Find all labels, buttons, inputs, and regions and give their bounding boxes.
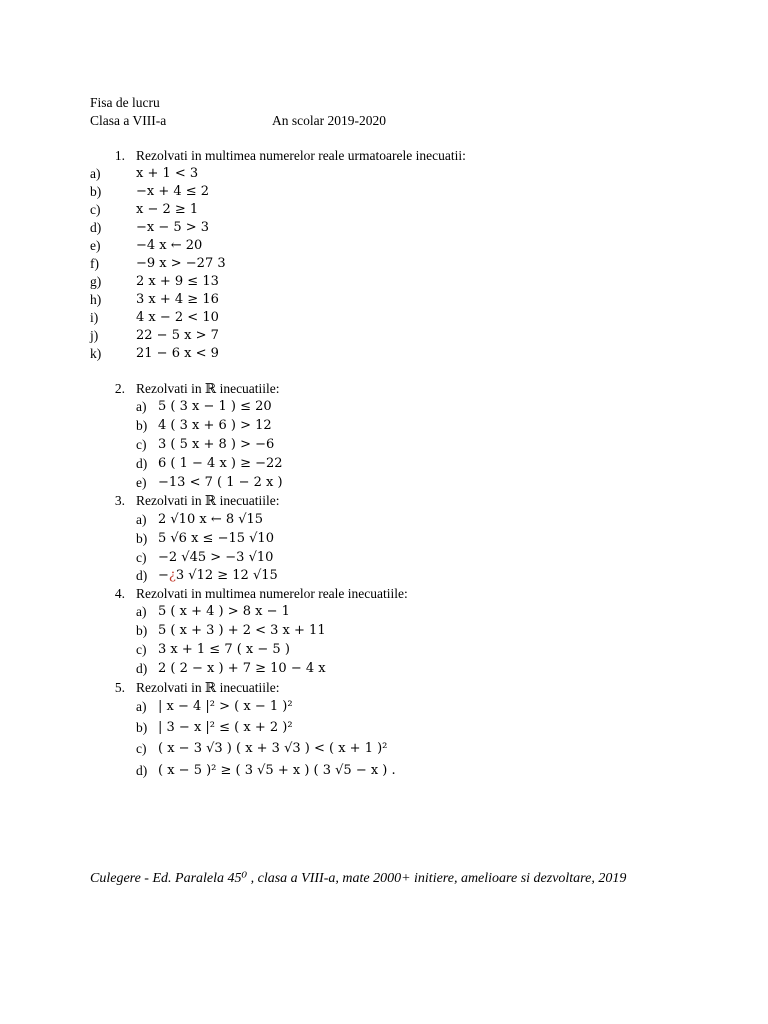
item-label: c) bbox=[136, 550, 147, 565]
item-label: b) bbox=[136, 720, 148, 735]
exercise-number: 3. bbox=[114, 493, 125, 508]
item-label: i) bbox=[90, 310, 99, 325]
item-expression: 3 ( 5 x + 8 ) > −6 bbox=[158, 437, 275, 452]
item-expression: −13 < 7 ( 1 − 2 x ) bbox=[158, 475, 283, 490]
item-expression: 3 x + 1 ≤ 7 ( x − 5 ) bbox=[158, 642, 290, 657]
item-label: c) bbox=[136, 741, 147, 756]
item-expression: 22 − 5 x > 7 bbox=[136, 328, 219, 343]
exercise-number: 2. bbox=[114, 381, 125, 396]
exercise-number: 4. bbox=[114, 586, 125, 601]
item-label: a) bbox=[136, 512, 147, 527]
item-expression: 6 ( 1 − 4 x ) ≥ −22 bbox=[158, 456, 283, 471]
item-expression: −4 x ← 20 bbox=[136, 238, 203, 253]
exercise-number: 5. bbox=[114, 680, 125, 695]
item-label: a) bbox=[136, 399, 147, 414]
item-label: b) bbox=[136, 623, 148, 638]
item-expression: 2 ( 2 − x ) + 7 ≥ 10 − 4 x bbox=[158, 661, 326, 676]
item-expression: | 3 − x |² ≤ ( x + 2 )² bbox=[158, 720, 293, 735]
expr-prefix: − bbox=[158, 568, 169, 583]
item-expression: 5 √6 x ≤ −15 √10 bbox=[158, 531, 274, 546]
item-expression: 2 √10 x ← 8 √15 bbox=[158, 512, 264, 527]
item-label: j) bbox=[90, 328, 99, 343]
item-label: k) bbox=[90, 346, 102, 361]
exercise-statement: Rezolvati in multimea numerelor reale urmatoarele inecuatii: bbox=[136, 148, 466, 163]
item-label: h) bbox=[90, 292, 102, 307]
worksheet-title: Fisa de lucru bbox=[90, 95, 160, 110]
item-label: b) bbox=[136, 418, 148, 433]
item-label: c) bbox=[136, 437, 147, 452]
stray-mark: ¿ bbox=[168, 568, 176, 583]
item-label: a) bbox=[136, 699, 147, 714]
exercise-statement: Rezolvati in ℝ inecuatiile: bbox=[136, 381, 280, 396]
item-expression: 5 ( x + 4 ) > 8 x − 1 bbox=[158, 604, 290, 619]
exercise-statement: Rezolvati in multimea numerelor reale inecuatiile: bbox=[136, 586, 408, 601]
item-expression bbox=[158, 567, 278, 585]
item-label: d) bbox=[136, 763, 148, 778]
item-label: a) bbox=[90, 166, 101, 181]
item-label: b) bbox=[136, 531, 148, 546]
expr-suffix: 3 √12 ≥ 12 √15 bbox=[175, 568, 278, 583]
exercise-statement: Rezolvati in ℝ inecuatiile: bbox=[136, 680, 280, 695]
item-expression: −2 √45 > −3 √10 bbox=[158, 550, 274, 565]
school-year: An scolar 2019-2020 bbox=[272, 113, 386, 128]
item-label: c) bbox=[90, 202, 101, 217]
item-label: d) bbox=[90, 220, 102, 235]
item-label: e) bbox=[90, 238, 101, 253]
item-expression: 21 − 6 x < 9 bbox=[136, 346, 219, 361]
item-expression: 4 ( 3 x + 6 ) > 12 bbox=[158, 418, 272, 433]
item-label: d) bbox=[136, 661, 148, 676]
item-label: f) bbox=[90, 256, 99, 271]
item-label: d) bbox=[136, 456, 148, 471]
item-expression: ( x − 5 )² ≥ ( 3 √5 + x ) ( 3 √5 − x ) . bbox=[158, 763, 396, 778]
item-expression: x + 1 < 3 bbox=[136, 166, 199, 181]
item-expression: 5 ( 3 x − 1 ) ≤ 20 bbox=[158, 399, 272, 414]
item-label: c) bbox=[136, 642, 147, 657]
item-expression: −9 x > −27 3 bbox=[136, 256, 226, 271]
item-label: b) bbox=[90, 184, 102, 199]
exercise-number: 1. bbox=[114, 148, 125, 163]
item-expression: ( x − 3 √3 ) ( x + 3 √3 ) < ( x + 1 )² bbox=[158, 741, 388, 756]
class-label: Clasa a VIII-a bbox=[90, 113, 167, 128]
item-expression: x − 2 ≥ 1 bbox=[136, 202, 199, 217]
item-label: g) bbox=[90, 274, 102, 289]
item-expression: −x + 4 ≤ 2 bbox=[136, 184, 210, 199]
item-label: d) bbox=[136, 568, 148, 583]
item-label: a) bbox=[136, 604, 147, 619]
item-expression: 4 x − 2 < 10 bbox=[136, 310, 219, 325]
item-expression: 3 x + 4 ≥ 16 bbox=[136, 292, 219, 307]
item-expression: | x − 4 |² > ( x − 1 )² bbox=[158, 699, 293, 714]
exercise-statement: Rezolvati in ℝ inecuatiile: bbox=[136, 493, 280, 508]
source-citation: Culegere - Ed. Paralela 45⁰ , clasa a VIII-a, mate 2000+ initiere, amelioare si dezvoltare, 2019 bbox=[90, 871, 627, 886]
item-label: e) bbox=[136, 475, 147, 490]
item-expression: −x − 5 > 3 bbox=[136, 220, 210, 235]
item-expression: 5 ( x + 3 ) + 2 < 3 x + 11 bbox=[158, 623, 326, 638]
item-expression: 2 x + 9 ≤ 13 bbox=[136, 274, 219, 289]
